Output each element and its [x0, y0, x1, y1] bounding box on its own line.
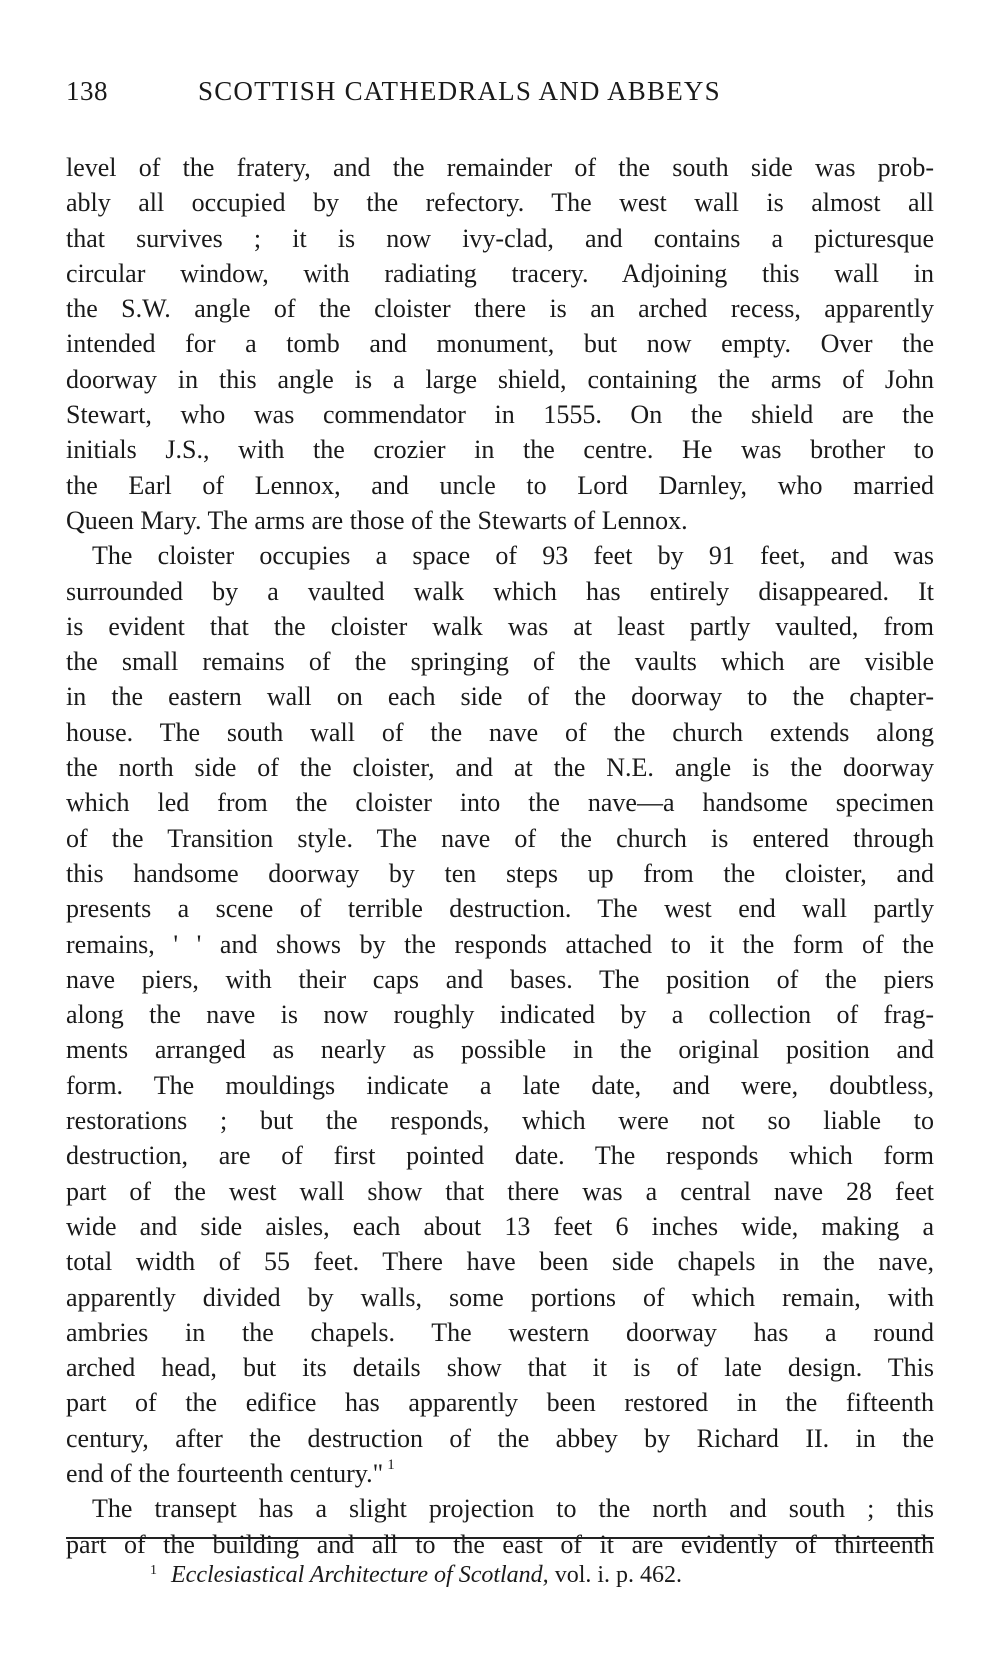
- text-line: destruction, are of first pointed date. The responds which form: [66, 1141, 934, 1171]
- text-line: part of the west wall show that there was a central nave 28 feet: [66, 1176, 934, 1206]
- text-line: The transept has a slight projection to the north and south ; this: [92, 1494, 934, 1524]
- footnote-divider: [66, 1537, 934, 1539]
- text-line: this handsome doorway by ten steps up from the cloister, and: [66, 858, 934, 888]
- running-title: SCOTTISH CATHEDRALS AND ABBEYS: [198, 76, 721, 106]
- text-line: part of the building and all to the east of it are evidently of thirteenth: [66, 1529, 934, 1559]
- text-line: total width of 55 feet. There have been side chapels in the nave,: [66, 1247, 934, 1277]
- footnote-reference[interactable]: 1: [387, 1456, 395, 1473]
- text-line: arched head, but its details show that it is of late design. This: [66, 1353, 934, 1383]
- text-line: part of the edifice has apparently been restored in the fifteenth: [66, 1388, 934, 1418]
- text-line: doorway in this angle is a large shield, containing the arms of John: [66, 364, 934, 394]
- text-line: in the eastern wall on each side of the doorway to the chapter-: [66, 682, 934, 712]
- text-line: along the nave is now roughly indicated by a collection of frag-: [66, 1000, 934, 1030]
- text-line: the small remains of the springing of the vaults which are visible: [66, 647, 934, 677]
- paragraph-3: [66, 1491, 934, 1562]
- text-line: level of the fratery, and the remainder of the south side was prob-: [66, 153, 934, 182]
- text-line: presents a scene of terrible destruction. The west end wall partly: [66, 894, 934, 924]
- text-line: which led from the cloister into the nave—a handsome specimen: [66, 788, 934, 818]
- text-line: wide and side aisles, each about 13 feet 6 inches wide, making a: [66, 1211, 934, 1241]
- page-number: 138: [66, 76, 108, 106]
- footnote-mark: 1: [150, 1563, 157, 1578]
- footnote-citation-title: Ecclesiastical Architecture of Scotland,: [171, 1562, 549, 1588]
- text-line: ments arranged as nearly as possible in the original position and: [66, 1035, 934, 1065]
- text-line: house. The south wall of the nave of the church extends along: [66, 717, 934, 747]
- text-line: The cloister occupies a space of 93 feet by 91 feet, and was: [92, 541, 934, 571]
- text-line-with-footnote: [66, 1456, 934, 1491]
- text-line: that survives ; it is now ivy-clad, and contains a picturesque: [66, 223, 934, 253]
- text-line: century, after the destruction of the abbey by Richard II. in the: [66, 1423, 934, 1453]
- text-line: the north side of the cloister, and at the N.E. angle is the doorway: [66, 753, 934, 783]
- text-line: initials J.S., with the crozier in the centre. He was brother to: [66, 435, 934, 465]
- text-line: circular window, with radiating tracery. Adjoining this wall in: [66, 258, 934, 288]
- text-line: nave piers, with their caps and bases. The position of the piers: [66, 964, 934, 994]
- text-line: apparently divided by walls, some portions of which remain, with: [66, 1282, 934, 1312]
- text-line: surrounded by a vaulted walk which has entirely disappeared. It: [66, 576, 934, 606]
- footnote: [150, 1562, 682, 1589]
- running-head: [66, 76, 934, 116]
- text-line: end of the fourteenth century.": [66, 1458, 384, 1488]
- footnote-citation-detail: vol. i. p. 462.: [554, 1562, 683, 1588]
- text-line: of the Transition style. The nave of the church is entered through: [66, 823, 934, 853]
- text-line: ambries in the chapels. The western doorway has a round: [66, 1317, 934, 1347]
- paragraph-1: [66, 150, 934, 538]
- body-text: [66, 150, 934, 1562]
- text-line: the Earl of Lennox, and uncle to Lord Darnley, who married: [66, 470, 934, 500]
- text-line: form. The mouldings indicate a late date, and were, doubtless,: [66, 1070, 934, 1100]
- text-line: Stewart, who was commendator in 1555. On the shield are the: [66, 400, 934, 430]
- text-line: ably all occupied by the refectory. The west wall is almost all: [66, 188, 934, 218]
- text-line: remains, ' ' and shows by the responds attached to it the form of the: [66, 929, 934, 959]
- text-line: restorations ; but the responds, which were not so liable to: [66, 1106, 934, 1136]
- paragraph-2: [66, 538, 934, 1491]
- text-line: Queen Mary. The arms are those of the Stewarts of Lennox.: [66, 505, 688, 535]
- text-line: is evident that the cloister walk was at least partly vaulted, from: [66, 611, 934, 641]
- text-line: intended for a tomb and monument, but now empty. Over the: [66, 329, 934, 359]
- text-line: the S.W. angle of the cloister there is an arched recess, apparently: [66, 294, 934, 324]
- book-page: [66, 0, 934, 1676]
